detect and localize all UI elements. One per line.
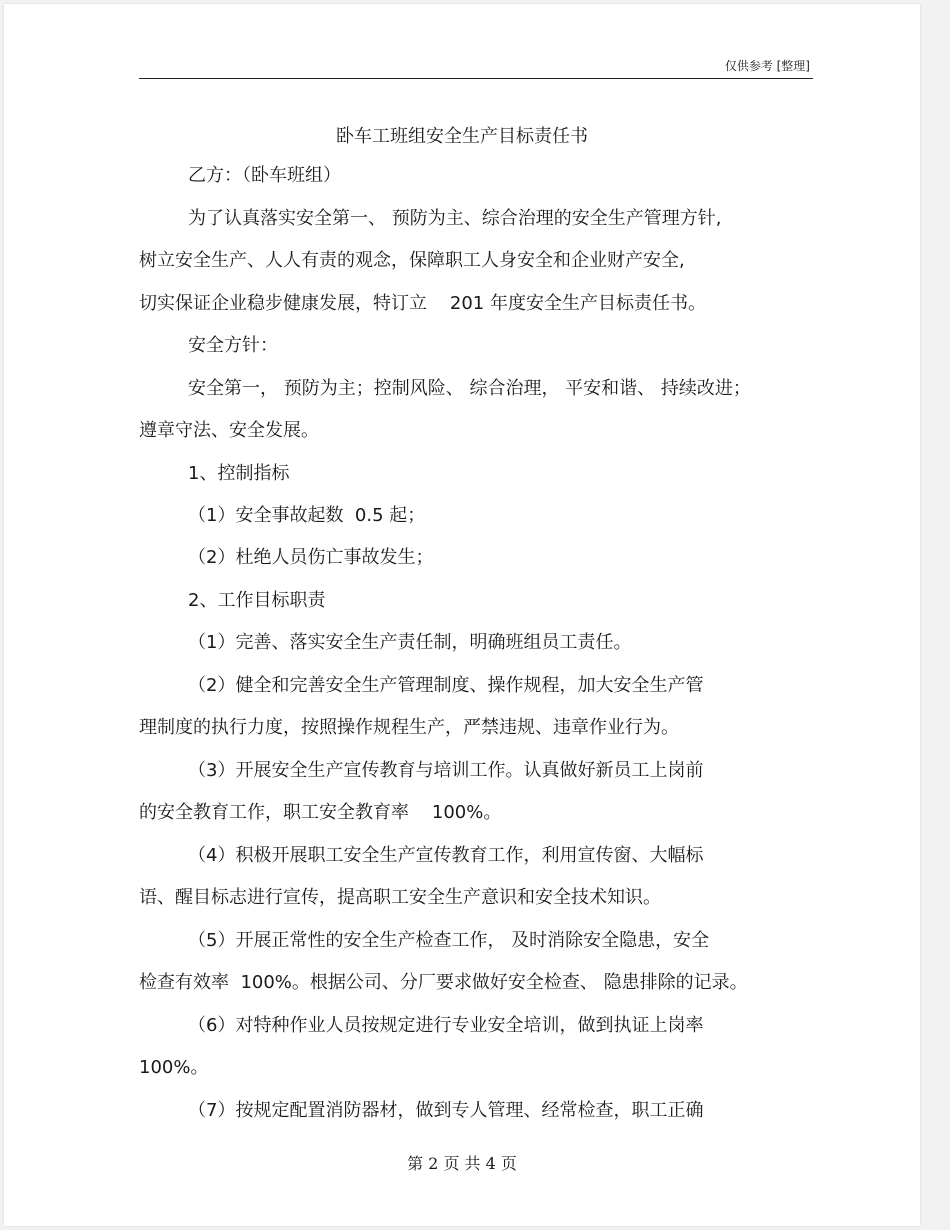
section-heading: 1、控制指标 [188,463,290,484]
list-item: （5）开展正常性的安全生产检查工作， 及时消除安全隐患，安全 [188,930,710,951]
list-item: （7）按规定配置消防器材，做到专人管理、经常检查，职工正确 [188,1100,704,1121]
list-item: （3）开展安全生产宣传教育与培训工作。认真做好新员工上岗前 [188,760,704,781]
list-item: （2）杜绝人员伤亡事故发生； [188,547,434,568]
document-title: 卧车工班组安全生产目标责任书 [336,126,588,147]
list-item-continuation: 的安全教育工作，职工安全教育率 100%。 [139,802,502,823]
list-item: （2）健全和完善安全生产管理制度、操作规程，加大安全生产管 [188,675,704,696]
paragraph-line: 为了认真落实安全第一、 预防为主、综合治理的安全生产管理方针, [188,208,722,229]
paragraph-line: 安全第一， 预防为主；控制风险、 综合治理， 平安和谐、 持续改进； [188,378,751,399]
page-number: 第 2 页 共 4 页 [407,1154,517,1173]
list-item: （1）完善、落实安全生产责任制，明确班组员工责任。 [188,632,632,653]
list-item: （1）安全事故起数 0.5 起； [188,505,426,526]
section-heading: 2、工作目标职责 [188,590,326,611]
section-heading: 安全方针： [188,335,278,356]
paragraph-line: 树立安全生产、人人有责的观念，保障职工人身安全和企业财产安全, [139,250,685,271]
list-item-continuation: 语、醒目标志进行宣传，提高职工安全生产意识和安全技术知识。 [139,887,661,908]
paragraph-line: 切实保证企业稳步健康发展，特订立 201 年度安全生产目标责任书。 [139,293,706,314]
document-page [4,4,920,1226]
list-item: （4）积极开展职工安全生产宣传教育工作，利用宣传窗、大幅标 [188,845,704,866]
header-divider [139,78,813,79]
list-item-continuation: 100%。 [139,1057,209,1078]
list-item-continuation: 检查有效率 100%。根据公司、分厂要求做好安全检查、 隐患排除的记录。 [139,972,748,993]
list-item-continuation: 理制度的执行力度，按照操作规程生产，严禁违规、违章作业行为。 [139,717,679,738]
page-header-note: 仅供参考 [整理] [724,59,810,73]
list-item: （6）对特种作业人员按规定进行专业安全培训，做到执证上岗率 [188,1015,704,1036]
party-b-line: 乙方：（卧车班组） [188,165,341,186]
paragraph-line: 遵章守法、安全发展。 [139,420,319,441]
